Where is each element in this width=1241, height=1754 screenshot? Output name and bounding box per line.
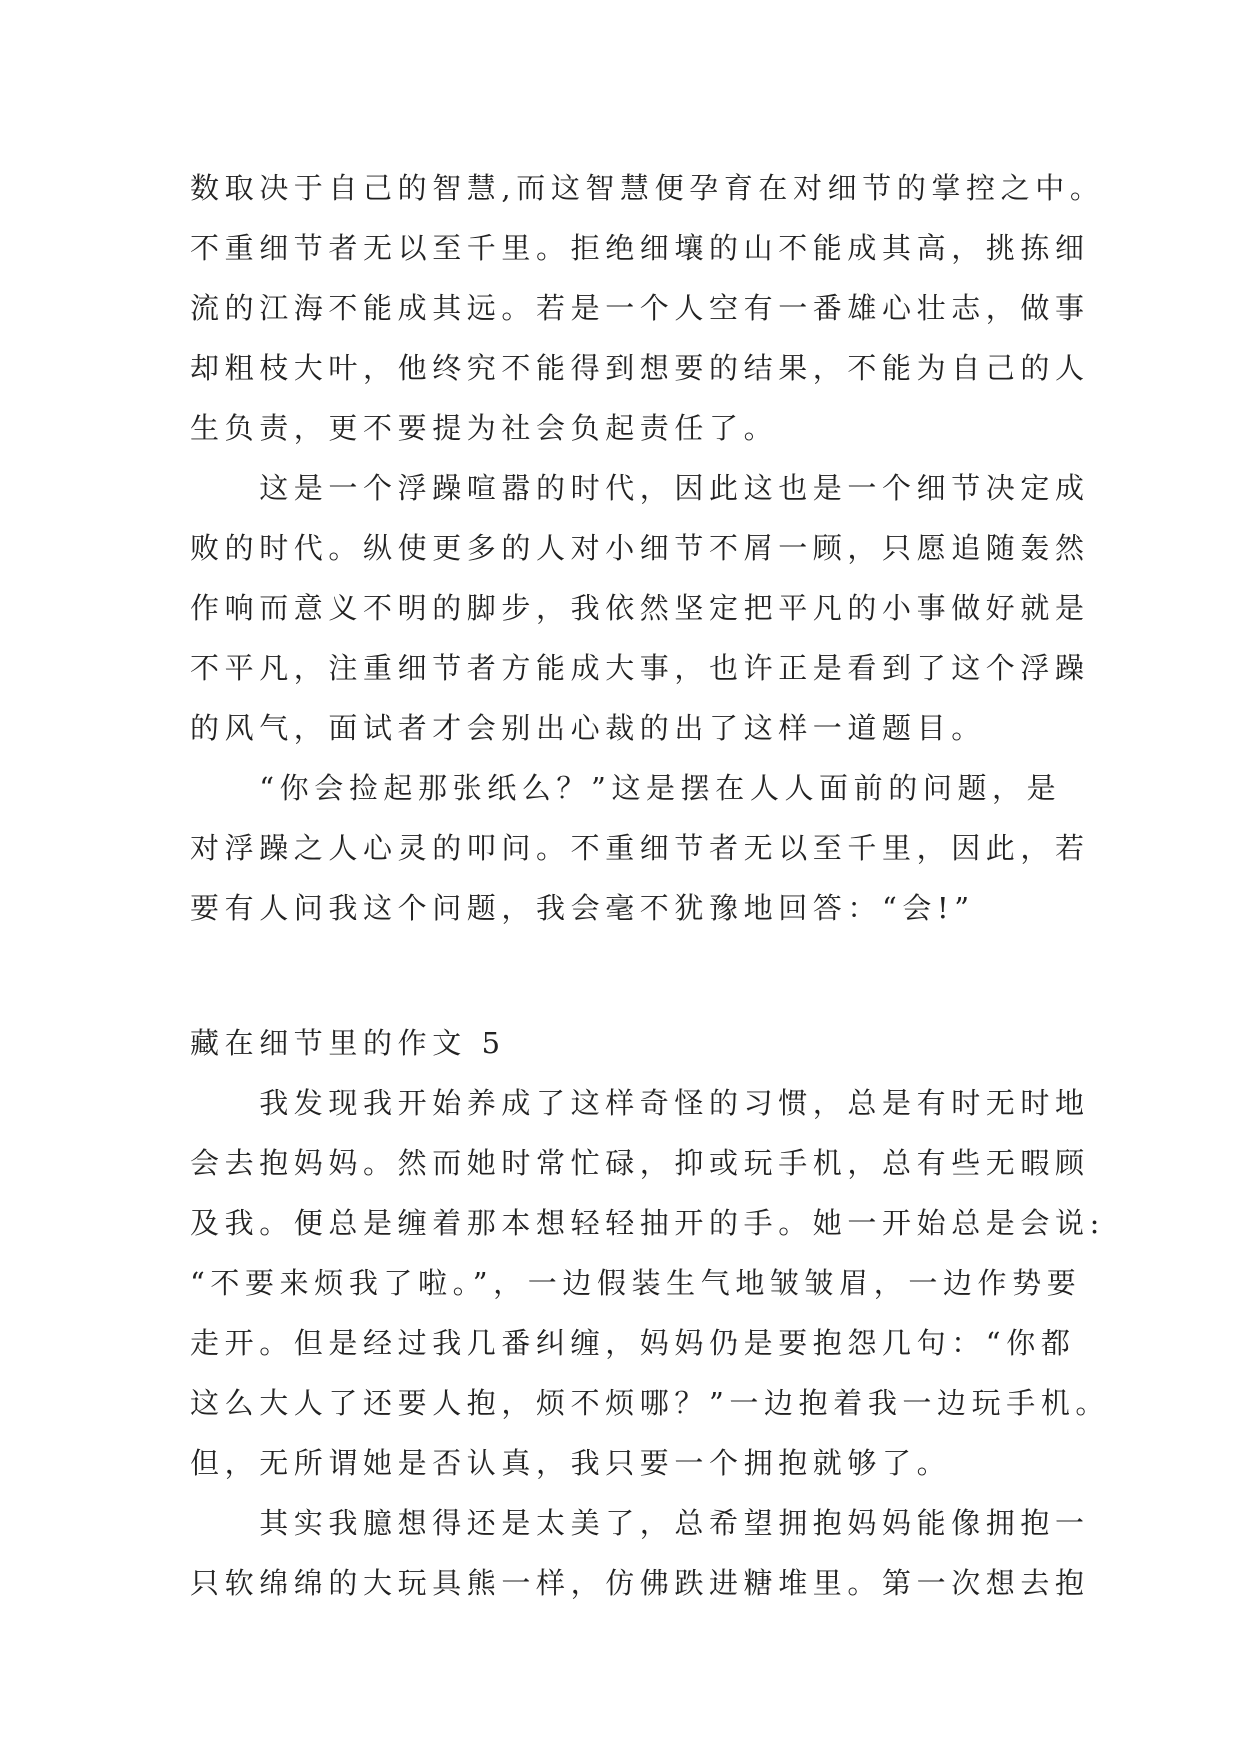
text-line: 要有人问我这个问题，我会毫不犹豫地回答：“会!” [190,891,975,925]
text-line: 的风气，面试者才会别出心裁的出了这样一道题目。 [190,711,986,745]
text-line: 不平凡，注重细节者方能成大事，也许正是看到了这个浮躁 [190,651,1090,685]
paragraph [190,758,1090,938]
text-line: 流的江海不能成其远。若是一个人空有一番雄心壮志，做事 [190,291,1090,325]
paragraph [190,458,1090,758]
text-line: “不要来烦我了啦。”，一边假装生气地皱皱眉，一边作势要 [190,1266,1082,1300]
text-line: 作响而意义不明的脚步，我依然坚定把平凡的小事做好就是 [190,591,1090,625]
document-body [190,158,1111,1613]
text-line: 但，无所谓她是否认真，我只要一个拥抱就够了。 [190,1446,952,1480]
text-line: 不重细节者无以至千里。拒绝细壤的山不能成其高，挑拣细 [190,231,1090,265]
text-line: 这么大人了还要人抱，烦不烦哪？”一边抱着我一边玩手机。 [190,1386,1111,1420]
text-line: 对浮躁之人心灵的叩问。不重细节者无以至千里，因此，若 [190,831,1090,865]
text-line: 我发现我开始养成了这样奇怪的习惯，总是有时无时地 [190,1086,1090,1120]
text-line: 数取决于自己的智慧,而这智慧便孕育在对细节的掌控之中。 [190,171,1105,205]
section-gap [190,938,1090,1013]
paragraph [190,1073,1111,1493]
section-title: 藏在细节里的作文 5 [190,1026,506,1060]
paragraph [190,158,1105,458]
text-line: 这是一个浮躁喧嚣的时代，因此这也是一个细节决定成 [190,471,1090,505]
text-line: 走开。但是经过我几番纠缠，妈妈仍是要抱怨几句：“你都 [190,1326,1076,1360]
text-line: 却粗枝大叶，他终究不能得到想要的结果，不能为自己的人 [190,351,1090,385]
text-line: 及我。便总是缠着那本想轻轻抽开的手。她一开始总是会说: [190,1206,1105,1240]
text-line: 会去抱妈妈。然而她时常忙碌，抑或玩手机，总有些无暇顾 [190,1146,1090,1180]
text-line: “你会捡起那张纸么？”这是摆在人人面前的问题，是 [190,771,1062,805]
text-line: 生负责，更不要提为社会负起责任了。 [190,411,779,445]
paragraph [190,1493,1090,1613]
text-line: 其实我臆想得还是太美了，总希望拥抱妈妈能像拥抱一 [190,1506,1090,1540]
text-line: 只软绵绵的大玩具熊一样，仿佛跌进糖堆里。第一次想去抱 [190,1566,1090,1600]
text-line: 败的时代。纵使更多的人对小细节不屑一顾，只愿追随轰然 [190,531,1090,565]
